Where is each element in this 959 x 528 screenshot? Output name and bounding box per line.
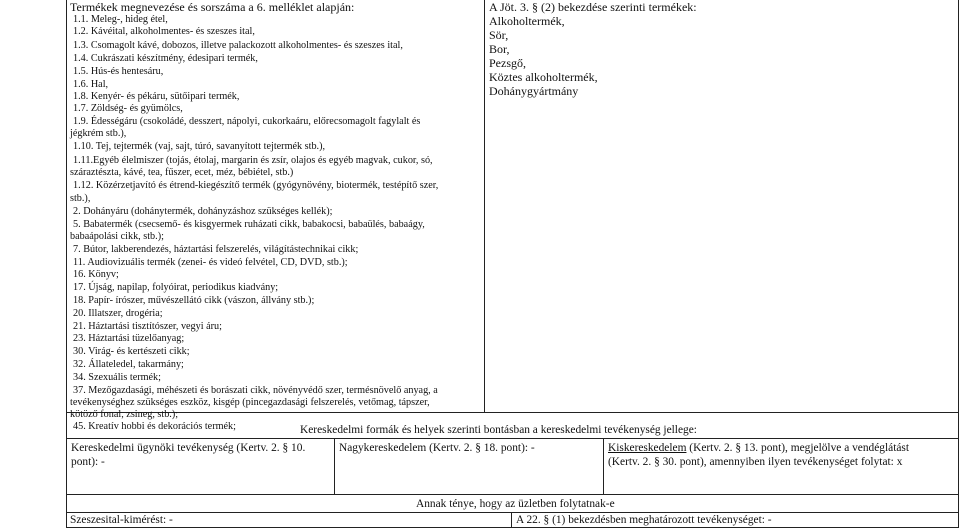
product-item: 1.11.Egyéb élelmiszer (tojás, étolaj, margarin és zsír, olajos és egyéb magvak, cukor, só, (73, 155, 433, 166)
product-item: 37. Mezőgazdasági, méhészeti és borászati cikk, növényvédő szer, termésnövelő anyag, a (73, 385, 438, 396)
product-item: kötöző fonal, zsineg, stb.); (70, 409, 179, 420)
divider-horizontal-footer (66, 494, 959, 495)
product-item: 1.12. Közérzetjavító és étrend-kiegészítő termék (gyógynövény, biotermék, testépítő szer, (73, 180, 439, 191)
product-item: 21. Háztartási tisztítószer, vegyi áru; (73, 321, 222, 332)
left-cell-header: Termékek megnevezése és sorszáma a 6. melléklet alapján: (70, 0, 355, 14)
product-item: 32. Állateledel, takarmány; (73, 359, 184, 370)
product-item: 1.3. Csomagolt kávé, dobozos, illetve palackozott alkoholmentes- és szeszes ital, (73, 40, 403, 51)
product-item: 34. Szexuális termék; (73, 372, 161, 383)
retail-line-1 (608, 442, 909, 455)
product-item: 23. Háztartási tüzelőanyag; (73, 333, 185, 344)
forms-section-title: Kereskedelmi formák és helyek szerinti bontásban a kereskedelmi tevékenység jellege: (300, 424, 697, 436)
product-item: 1.1. Meleg-, hideg étel, (73, 14, 168, 25)
product-item: száraztészta, kávé, tea, fűszer, ecet, méz, bébiétel, stb.) (70, 167, 294, 178)
divider-horizontal-footer-2 (66, 512, 959, 513)
product-item: 30. Virág- és kertészeti cikk; (73, 346, 190, 357)
product-item: 1.5. Hús-és hentesáru, (73, 66, 164, 77)
divider-vertical-top (484, 0, 485, 412)
excise-item: Dohánygyártmány (489, 84, 579, 98)
excise-item: Pezsgő, (489, 56, 526, 70)
agent-activity-line-1: Kereskedelmi ügynöki tevékenység (Kertv. 2. § 10. (71, 442, 306, 454)
excise-item: Alkoholtermék, (489, 14, 565, 28)
product-item: jégkrém stb.), (70, 128, 127, 139)
product-item: babaápolási cikk, stb.); (70, 231, 164, 242)
divider-horizontal-products (66, 412, 959, 413)
right-cell-header: A Jöt. 3. § (2) bekezdése szerinti termékek: (489, 0, 697, 14)
divider-vertical-footer (511, 512, 512, 528)
spirits-serving-label: Szeszesital-kimérést: - (70, 514, 173, 526)
product-item: 1.7. Zöldség- és gyümölcs, (73, 103, 183, 114)
product-item: stb.), (70, 193, 91, 204)
product-item: 1.4. Cukrászati készítmény, édesipari termék, (73, 53, 258, 64)
retail-line-1-rest: (Kertv. 2. § 13. pont), megjelölve a vendéglátást (686, 442, 910, 454)
retail-label: Kiskereskedelem (608, 442, 687, 454)
product-item: 1.2. Kávéital, alkoholmentes- és szeszes ital, (73, 26, 255, 37)
retail-line-2: (Kertv. 2. § 30. pont), amennyiben ilyen tevékenységet folytat: x (608, 456, 903, 468)
product-item: 20. Illatszer, drogéria; (73, 308, 163, 319)
product-item: 17. Újság, napilap, folyóirat, periodikus kiadvány; (73, 282, 279, 293)
agent-activity-line-2: pont): - (71, 456, 105, 468)
divider-vertical-forms-2 (603, 438, 604, 494)
product-item: 1.6. Hal, (73, 79, 109, 90)
border-left (66, 0, 67, 528)
paragraph-22-activity-label: A 22. § (1) bekezdésben meghatározott tevékenységet: - (516, 514, 772, 526)
product-item: 1.10. Tej, tejtermék (vaj, sajt, túró, savanyított tejtermék stb.), (73, 141, 326, 152)
product-item: 16. Könyv; (73, 269, 119, 280)
product-item: 1.8. Kenyér- és pékáru, sütőipari termék, (73, 91, 240, 102)
product-item: 11. Audiovizuális termék (zenei- és videó felvétel, CD, DVD, stb.); (73, 257, 348, 268)
product-item: 5. Babatermék (csecsemő- és kisgyermek ruházati cikk, babakocsi, babaülés, babaágy, (73, 219, 425, 230)
excise-item: Bor, (489, 42, 510, 56)
footer-title: Annak ténye, hogy az üzletben folytatnak-e (416, 498, 615, 510)
product-item: 18. Papír- írószer, művészellátó cikk (vászon, állvány stb.); (73, 295, 315, 306)
excise-item: Köztes alkoholtermék, (489, 70, 598, 84)
product-item: 2. Dohányáru (dohánytermék, dohányzáshoz szükséges kellék); (73, 206, 333, 217)
product-item: 1.9. Édességáru (csokoládé, desszert, nápolyi, cukorkaáru, előrecsomagolt fagylalt és (73, 116, 421, 127)
divider-vertical-forms-1 (334, 438, 335, 494)
divider-horizontal-forms (66, 438, 959, 439)
excise-item: Sör, (489, 28, 509, 42)
product-item: tevékenységhez szükséges eszköz, kisgép (pincegazdasági felszerelés, vetőmag, tápszer, (70, 397, 430, 408)
product-item: 7. Bútor, lakberendezés, háztartási felszerelés, világítástechnikai cikk; (73, 244, 359, 255)
wholesale-label: Nagykereskedelem (Kertv. 2. § 18. pont): - (339, 442, 535, 454)
product-item: 45. Kreatív hobbi és dekorációs termék; (73, 421, 236, 432)
